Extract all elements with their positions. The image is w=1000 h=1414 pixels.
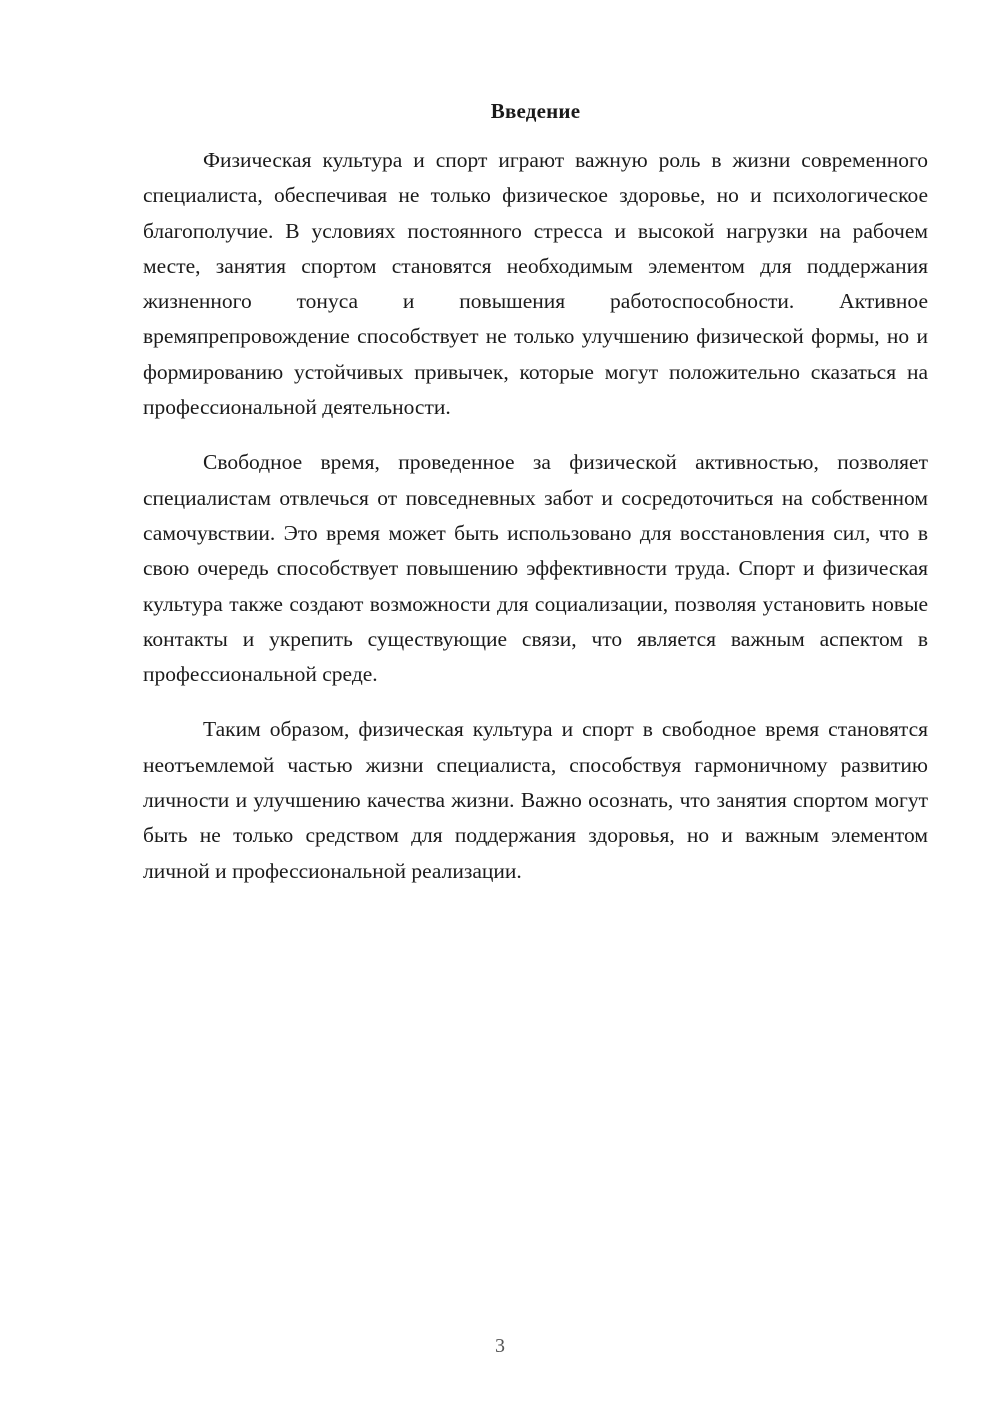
section-title: Введение xyxy=(490,99,581,123)
page-number: 3 xyxy=(495,1335,505,1357)
paragraph-1: Физическая культура и спорт играют важную роль в жизни современного специалиста, обеспечивая не только физическое здоровье, но и психологическое благополучие. В условиях постоянного стресса и высокой нагрузки на рабочем месте, занятия спортом становятся необходимым элементом для поддержания жизненного тонуса и повышения работоспособности. Активное времяпрепровождение способствует не только улучшению физической формы, но и формированию устойчивых привычек, которые могут положительно сказаться на профессиональной деятельности. xyxy=(143,148,928,420)
paragraph-2: Свободное время, проведенное за физической активностью, позволяет специалистам отвлечься от повседневных забот и сосредоточиться на собственном самочувствии. Это время может быть использовано для восстановления сил, что в свою очередь способствует повышению эффективности труда. Спорт и физическая культура также создают возможности для социализации, позволяя установить новые контакты и укрепить существующие связи, что является важным аспектом в профессиональной среде. xyxy=(143,450,928,687)
document-body xyxy=(143,96,928,889)
paragraph-3: Таким образом, физическая культура и спорт в свободное время становятся неотъемлемой частью жизни специалиста, способствуя гармоничному развитию личности и улучшению качества жизни. Важно осознать, что занятия спортом могут быть не только средством для поддержания здоровья, но и важным элементом личной и профессиональной реализации. xyxy=(143,717,928,883)
